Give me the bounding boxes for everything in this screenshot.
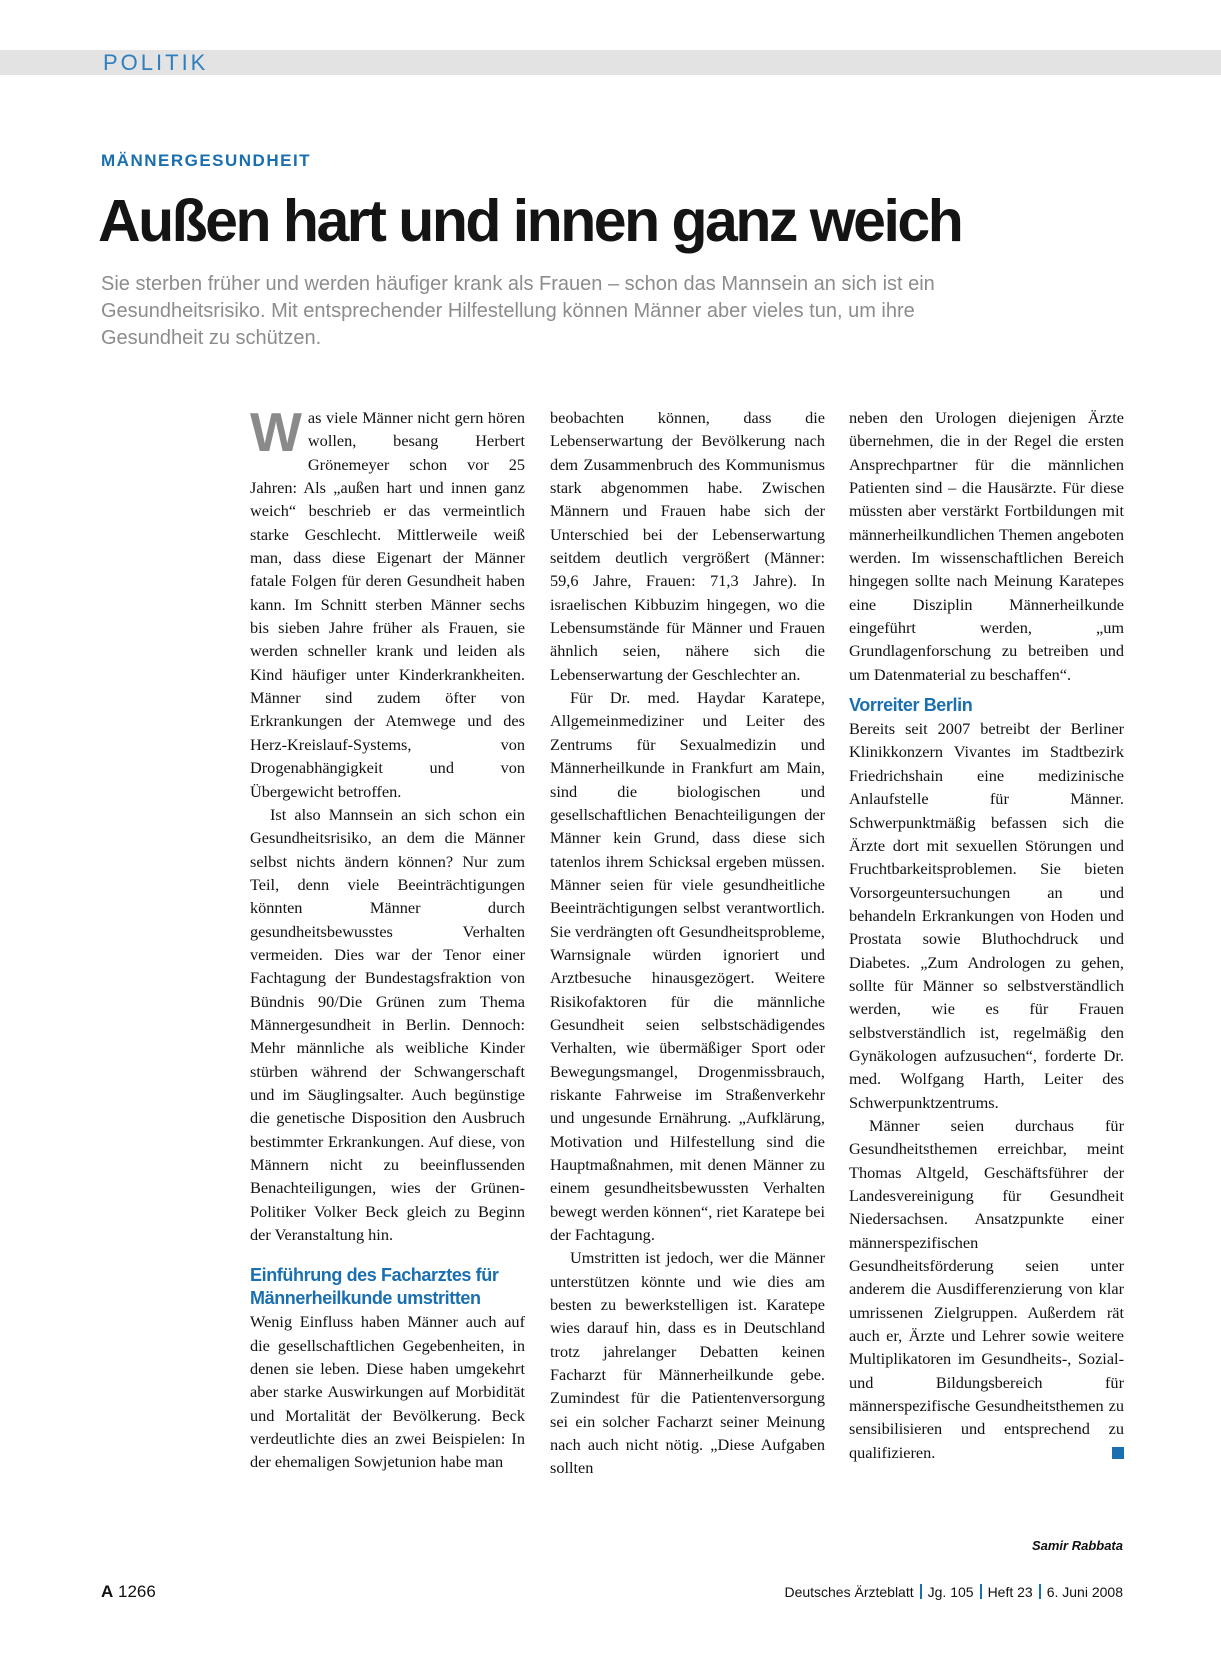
paragraph: neben den Urologen diejenigen Ärzte übernehmen, die in der Regel die ersten Ansprechpartner für die männlichen Patienten sind – die Hausärzte. Für diese müssten aber verstärkt Fortbildungen mit männerheilkundlichen Themen angeboten werden. Im wissenschaftlichen Bereich hingegen sollte nach Meinung Karatepes eine Disziplin Männerheilkunde eingeführt werden, „um Grundlagenforschung zu betreiben und um Datenmaterial zu beschaffen“. — [849, 408, 1124, 684]
article-kicker: MÄNNERGESUNDHEIT — [101, 151, 312, 170]
paragraph: Ist also Mannsein an sich schon ein Gesundheitsrisiko, an dem die Männer selbst nichts ändern können? Nur zum Teil, denn viele Beeinträchtigungen könnten Männer durch gesundheitsbewusstes Verhalten vermeiden. Dies war der Tenor einer Fachtagung der Bundestagsfraktion von Bündnis 90/Die Grünen zum Thema Männergesundheit in Berlin. Dennoch: Mehr männliche als weibliche Kinder stürben während der Schwangerschaft und im Säuglingsalter. Auch begünstige die genetische Disposition den Ausbruch bestimmter Erkrankungen. Auf diese, von Männern nicht zu beeinflussenden Benachteiligungen, wies der Grünen-Politiker Volker Beck gleich zu Beginn der Veranstaltung hin. — [250, 804, 525, 1245]
journal-name: Deutsches Ärzteblatt — [784, 1584, 914, 1600]
paragraph: beobachten können, dass die Lebenserwartung der Bevölkerung nach dem Zusammenbruch des Kommunismus stark abgenommen habe. Zwischen Männern und Frauen habe sich der Unterschied bei der Lebenserwartung seitdem deutlich vergrößert (Männer: 59,6 Jahre, Frauen: 71,3 Jahre). In israelischen Kibbuzim hingegen, wo die Lebensumstände für Männer und Frauen ähnlich seien, nähere sich die Lebenserwartung der Geschlechter an. — [550, 408, 825, 684]
journal-footer — [784, 1584, 1123, 1600]
separator — [1039, 1584, 1041, 1599]
section-label: POLITIK — [103, 50, 209, 75]
journal-date: 6. Juni 2008 — [1046, 1584, 1123, 1600]
journal-volume: Jg. 105 — [927, 1584, 974, 1600]
author-byline: Samir Rabbata — [1031, 1538, 1123, 1553]
paragraph: Bereits seit 2007 betreibt der Berliner Klinikkonzern Vivantes im Stadtbezirk Friedrichshain eine medizinische Anlaufstelle für Männer. Schwerpunktmäßig befassen sich die Ärzte dort mit sexuellen Störungen und Fruchtbarkeitsproblemen. Sie bieten Vorsorgeuntersuchungen an und behandeln Erkrankungen von Hoden und Prostata sowie Bluthochdruck und Diabetes. „Zum Andrologen zu gehen, sollte für Männer so selbstverständlich werden, wie es für Frauen selbstverständlich ist, regelmäßig den Gynäkologen aufzusuchen“, forderte Dr. med. Wolfgang Harth, Leiter des Schwerpunktzentrums. — [849, 719, 1124, 1112]
separator — [920, 1584, 922, 1599]
paragraph: Was viele Männer nicht gern hören wollen, besang Herbert Grönemeyer schon vor 25 Jahren: Als „außen hart und innen ganz weich“ beschrieb er das vermeintlich starke Geschlecht. Mittlerweile weiß man, dass diese Eigenart der Männer fatale Folgen für deren Gesundheit haben kann. Im Schnitt sterben Männer sechs bis sieben Jahre früher als Frauen, sie werden schneller krank und leiden als Kind häufiger unter Kinderkrankheiten. Männer sind zudem öfter von Erkrankungen der Atemwege und des Herz-Kreislauf-Systems, von Drogenabhängigkeit und von Übergewicht betroffen. — [250, 401, 525, 801]
article-lead: Sie sterben früher und werden häufiger krank als Frauen – schon das Mannsein an sich ist ein Gesundheitsrisiko. Mit entsprechender Hilfestellung können Männer aber vieles tun, um ihre Gesundheit zu schützen. — [101, 273, 935, 349]
article-column-1 — [250, 401, 525, 1474]
article-column-2 — [550, 406, 825, 1480]
paragraph: Wenig Einfluss haben Männer auch auf die gesellschaftlichen Gegebenheiten, in denen sie leben. Diese haben umgekehrt aber starke Auswirkungen auf Morbidität und Mortalität der Bevölkerung. Beck verdeutlichte dies an zwei Beispielen: In der ehemaligen Sowjetunion habe man — [250, 1312, 525, 1472]
journal-issue: Heft 23 — [987, 1584, 1033, 1600]
separator — [980, 1584, 982, 1599]
article-column-3 — [849, 406, 1124, 1464]
paragraph: Männer seien durchaus für Gesundheitsthemen erreichbar, meint Thomas Altgeld, Geschäftsführer der Landesvereinigung für Gesundheit Niedersachsen. Ansatzpunkte einer männerspezifischen Gesundheitsförderung seien unter anderem die Ausdifferenzierung von klar umrissenen Zielgruppen. Außerdem rät auch er, Ärzte und Lehrer sowie weitere Multiplikatoren im Gesundheits-, Sozial- und Bildungsbereich für männerspezifische Gesundheitsthemen zu sensibilisieren und entsprechend zu qualifizieren. — [849, 1115, 1124, 1462]
article-title: Außen hart und innen ganz weich — [98, 188, 962, 254]
page-number: A 1266 — [101, 1582, 156, 1601]
subheading: Einführung des Facharztes für Männerheilkunde umstritten — [250, 1265, 499, 1309]
paragraph: Umstritten ist jedoch, wer die Männer unterstützen könnte und wie dies am besten zu bewerkstelligen ist. Karatepe wies darauf hin, dass es in Deutschland trotz jahrelanger Debatten keinen Facharzt für Männerheilkunde gebe. Zumindest für die Patientenversorgung sei ein solcher Facharzt seiner Meinung nach auch nicht nötig. „Diese Aufgaben sollten — [550, 1248, 825, 1478]
drop-cap: W — [250, 401, 302, 463]
subheading: Vorreiter Berlin — [849, 695, 973, 716]
end-mark-icon — [1112, 1447, 1124, 1459]
paragraph: Für Dr. med. Haydar Karatepe, Allgemeinmediziner und Leiter des Zentrums für Sexualmedizin und Männerheilkunde in Frankfurt am Main, sind die biologischen und gesellschaftlichen Benachteiligungen der Männer kein Grund, dass diese sich tatenlos ihrem Schicksal ergeben müssen. Männer seien für viele gesundheitliche Beeinträchtigungen selbst verantwortlich. Sie verdrängten oft Gesundheitsprobleme, Warnsignale würden ignoriert und Arztbesuche hinausgezögert. Weitere Risikofaktoren für die männliche Gesundheit seien selbstschädigendes Verhalten, wie übermäßiger Sport oder Bewegungsmangel, Drogenmissbrauch, riskante Fahrweise im Straßenverkehr und ungesunde Ernährung. „Aufklärung, Motivation und Hilfestellung sind die Hauptmaßnahmen, mit denen Männer zu einem gesundheitsbewussten Verhalten bewegt werden können“, riet Karatepe bei der Fachtagung. — [550, 688, 825, 1245]
